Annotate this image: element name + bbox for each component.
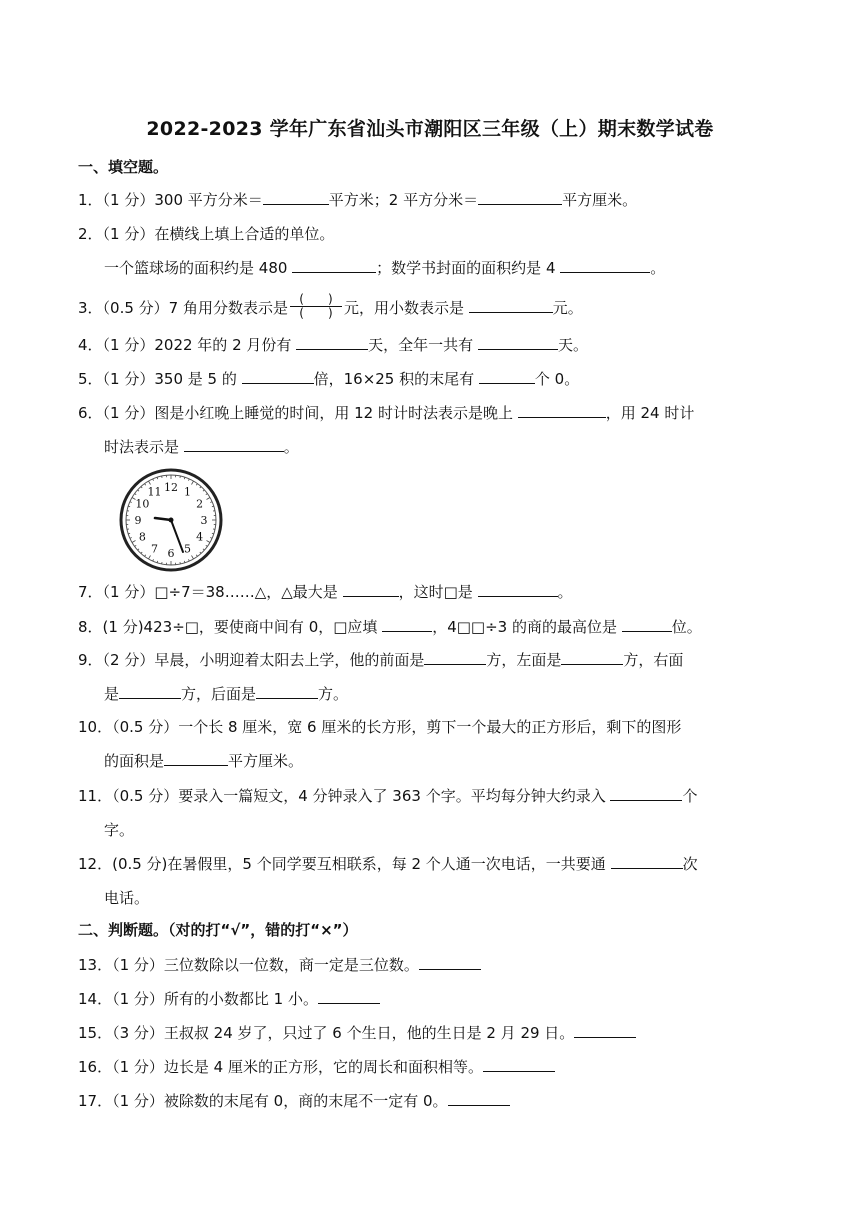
- clock-tick: [149, 556, 151, 559]
- exam-title: 2022-2023 学年广东省汕头市潮阳区三年级（上）期末数学试卷: [146, 118, 714, 140]
- question-17: 17．（1 分）被除数的末尾有 0，商的末尾不一定有 0。: [78, 1091, 788, 1111]
- clock-tick: [135, 545, 137, 546]
- question-6-body: 时法表示是 。: [104, 438, 299, 456]
- answer-blank[interactable]: [119, 684, 181, 699]
- answer-blank[interactable]: [242, 369, 314, 384]
- clock-tick: [196, 484, 197, 486]
- answer-blank[interactable]: [184, 437, 284, 452]
- clock-figure: [118, 467, 224, 573]
- answer-blank[interactable]: [318, 989, 380, 1004]
- clock-tick: [138, 549, 139, 550]
- clock-tick: [153, 479, 154, 481]
- answer-blank[interactable]: [561, 650, 623, 665]
- question-6: 6．（1 分）图是小红晚上睡觉的时间，用 12 时计时法表示是晚上 ，用 24 时计: [78, 404, 695, 422]
- clock-tick: [188, 559, 189, 561]
- clock-number: 2: [196, 497, 204, 511]
- question-8: 8．(1 分)423÷□，要使商中间有 0，□应填 ，4□□÷3 的商的最高位是 位。: [78, 618, 702, 636]
- clock-tick: [132, 541, 135, 543]
- question-10: 10．（0.5 分）一个长 8 厘米，宽 6 厘米的长方形，剪下一个最大的正方形后，剩下的图形: [78, 718, 682, 736]
- clock-tick: [210, 537, 212, 538]
- clock-tick: [200, 552, 201, 553]
- clock-tick: [210, 502, 212, 503]
- question-15: 15．（3 分）王叔叔 24 岁了，只过了 6 个生日，他的生日是 2 月 29 日。: [78, 1023, 788, 1043]
- clock-tick: [196, 555, 197, 557]
- clock-number: 8: [138, 530, 146, 544]
- question-2-body: 一个篮球场的面积约是 480 ；数学书封面的面积约是 4 。: [104, 259, 666, 277]
- question-11-body: 字。: [104, 821, 135, 839]
- clock-tick: [206, 494, 208, 495]
- question-2: 2．（1 分）在横线上填上合适的单位。: [78, 225, 335, 243]
- answer-blank[interactable]: [479, 369, 535, 384]
- section-fill-blank: 一、填空题。: [78, 158, 169, 176]
- clock-number: 10: [135, 497, 150, 511]
- clock-number: 3: [200, 514, 208, 527]
- question-13: 13．（1 分）三位数除以一位数，商一定是三位数。: [78, 955, 788, 975]
- clock-tick: [207, 498, 210, 500]
- question-9: 9．（2 分）早晨，小明迎着太阳去上学，他的前面是 方，左面是 方，右面: [78, 651, 684, 669]
- clock-center: [169, 518, 174, 523]
- clock-tick: [153, 559, 154, 561]
- question-1: 1．（1 分）300 平方分米＝ 平方米；2 平方分米＝ 平方厘米。: [78, 191, 638, 209]
- question-16: 16．（1 分）边长是 4 厘米的正方形，它的周长和面积相等。: [78, 1057, 788, 1077]
- clock-tick: [145, 484, 146, 486]
- question-11: 11．（0.5 分）要录入一篇短文，4 分钟录入了 363 个字。平均每分钟大约录入 个: [78, 787, 698, 805]
- question-10-body: 的面积是 平方厘米。: [104, 752, 304, 770]
- answer-blank[interactable]: [483, 1057, 555, 1072]
- answer-blank[interactable]: [382, 617, 432, 632]
- clock-tick: [203, 490, 204, 491]
- answer-blank[interactable]: [610, 786, 682, 801]
- answer-blank[interactable]: [478, 190, 562, 205]
- answer-blank[interactable]: [478, 335, 558, 350]
- answer-blank[interactable]: [164, 751, 228, 766]
- answer-blank[interactable]: [419, 955, 481, 970]
- question-4: 4．（1 分）2022 年的 2 月份有 天，全年一共有 天。: [78, 336, 588, 354]
- answer-blank[interactable]: [469, 298, 553, 313]
- section-true-false: 二、判断题。（对的打“√”，错的打“×”）: [78, 921, 358, 939]
- clock-tick: [141, 552, 142, 553]
- answer-blank[interactable]: [263, 190, 329, 205]
- answer-blank[interactable]: [518, 403, 606, 418]
- clock-tick: [130, 502, 132, 503]
- answer-blank[interactable]: [574, 1023, 636, 1038]
- clock-tick: [135, 494, 137, 495]
- clock-tick: [200, 487, 201, 488]
- question-14: 14．（1 分）所有的小数都比 1 小。: [78, 989, 788, 1009]
- answer-blank[interactable]: [296, 335, 368, 350]
- clock-tick: [141, 487, 142, 488]
- clock-tick: [149, 481, 151, 484]
- answer-blank[interactable]: [560, 258, 650, 273]
- answer-blank[interactable]: [611, 854, 683, 869]
- question-5: 5．（1 分）350 是 5 的 倍，16×25 积的末尾有 个 0。: [78, 370, 580, 388]
- clock-tick: [145, 555, 146, 557]
- clock-number: 12: [164, 481, 178, 494]
- clock-tick: [206, 545, 208, 546]
- answer-blank[interactable]: [256, 684, 318, 699]
- clock-tick: [207, 541, 210, 543]
- clock-tick: [130, 537, 132, 538]
- clock-number: 4: [196, 530, 204, 544]
- clock-number: 6: [167, 547, 175, 560]
- clock-number: 5: [184, 542, 191, 556]
- question-3: 3．（0.5 分）7 角用分数表示是 $\frac{( )}{( )}$ 元，用小数表示是 元。: [78, 292, 583, 320]
- answer-blank[interactable]: [478, 582, 558, 597]
- question-9-body: 是 方，后面是 方。: [104, 685, 349, 703]
- clock-tick: [188, 479, 189, 481]
- answer-blank[interactable]: [343, 582, 399, 597]
- question-12: 12．(0.5 分)在暑假里，5 个同学要互相联系，每 2 个人通一次电话，一共要通 次: [78, 855, 698, 873]
- clock-number: 11: [147, 485, 162, 499]
- clock-tick: [192, 556, 194, 559]
- answer-blank[interactable]: [622, 617, 672, 632]
- clock-number: 9: [134, 514, 142, 527]
- clock-tick: [192, 481, 194, 484]
- answer-blank[interactable]: [448, 1091, 510, 1106]
- clock-tick: [203, 549, 204, 550]
- clock-number: 1: [184, 485, 191, 499]
- clock-number: 7: [151, 542, 158, 556]
- clock-tick: [138, 490, 139, 491]
- question-12-body: 电话。: [104, 889, 150, 907]
- question-7: 7．（1 分）□÷7＝38……△，△最大是 ，这时□是 。: [78, 583, 573, 601]
- answer-blank[interactable]: [292, 258, 376, 273]
- answer-blank[interactable]: [424, 650, 486, 665]
- fraction-blank[interactable]: $\frac{( )}{( )}$: [290, 293, 342, 320]
